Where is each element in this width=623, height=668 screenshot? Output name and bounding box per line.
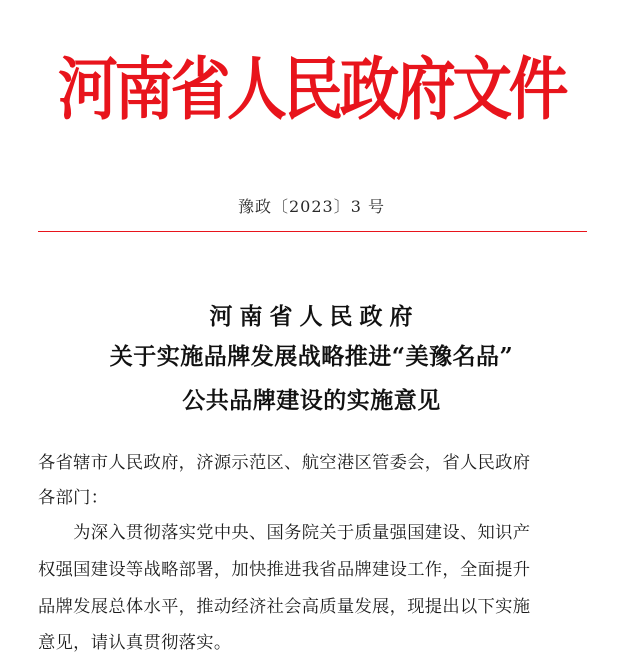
addressee-line: 各部门：: [38, 488, 109, 508]
title-subject-line: 公共品牌建设的实施意见: [182, 387, 441, 414]
masthead-title: 河南省人民政府文件: [58, 50, 565, 130]
paragraph-line: 为深入贯彻落实党中央、国务院关于质量强国建设、知识产: [38, 523, 531, 543]
title-issuer: 河南省人民政府: [209, 303, 420, 330]
red-divider-line: [38, 231, 587, 232]
addressee-line: 各省辖市人民政府，济源示范区、航空港区管委会，省人民政府: [38, 453, 531, 473]
paragraph-line: 品牌发展总体水平，推动经济社会高质量发展，现提出以下实施: [38, 597, 531, 617]
paragraph-line: 权强国建设等战略部署，加快推进我省品牌建设工作，全面提升: [38, 560, 531, 580]
paragraph-line: 意见，请认真贯彻落实。: [38, 633, 232, 653]
title-subject-line: 关于实施品牌发展战略推进“美豫名品”: [109, 343, 514, 370]
document-number: 豫政〔2023〕3 号: [238, 197, 385, 216]
